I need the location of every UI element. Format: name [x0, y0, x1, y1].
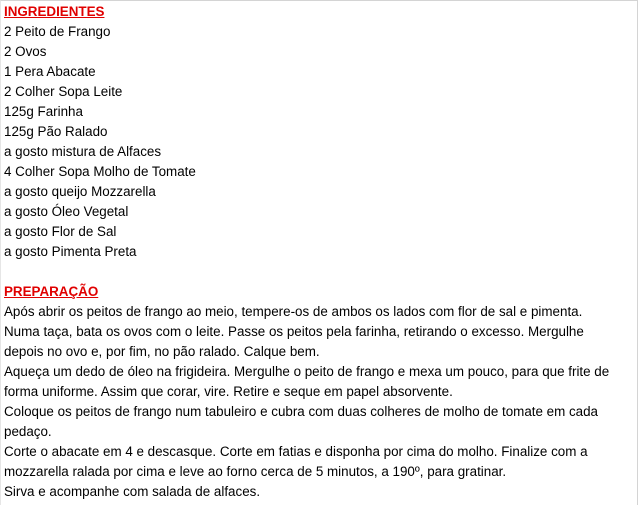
preparation-line: pedaço. — [4, 424, 52, 439]
preparation-line: Coloque os peitos de frango num tabuleiro e cubra com duas colheres de molho de tomate em cada — [4, 404, 599, 419]
ingredient-item: a gosto queijo Mozzarella — [4, 184, 156, 199]
ingredient-item: a gosto mistura de Alfaces — [4, 144, 162, 159]
ingredient-item: 125g Pão Ralado — [4, 124, 108, 139]
preparation-line: Aqueça um dedo de óleo na frigideira. Mergulhe o peito de frango e mexa um pouco, para que frite de — [4, 364, 610, 379]
preparation-text — [4, 302, 636, 502]
preparation-line: depois no ovo e, por fim, no pão ralado. Calque bem. — [4, 344, 320, 359]
preparation-heading: PREPARAÇÃO — [4, 284, 99, 299]
preparation-line: mozzarella ralada por cima e leve ao forno cerca de 5 minutos, a 190º, para gratinar. — [4, 464, 507, 479]
ingredient-item: 125g Farinha — [4, 104, 83, 119]
preparation-line: Após abrir os peitos de frango ao meio, tempere-os de ambos os lados com flor de sal e pimenta. — [4, 304, 583, 319]
ingredients-heading: INGREDIENTES — [4, 4, 105, 19]
preparation-line: Corte o abacate em 4 e descasque. Corte em fatias e disponha por cima do molho. Finalize com a — [4, 444, 588, 459]
ingredient-item: 2 Ovos — [4, 44, 47, 59]
ingredient-item: 2 Colher Sopa Leite — [4, 84, 123, 99]
ingredient-item: a gosto Pimenta Preta — [4, 244, 137, 259]
recipe-content — [4, 2, 636, 502]
preparation-line: Numa taça, bata os ovos com o leite. Passe os peitos pela farinha, retirando o excesso. Mergulhe — [4, 324, 584, 339]
ingredient-item: a gosto Flor de Sal — [4, 224, 117, 239]
section-spacer — [4, 262, 636, 282]
preparation-line: forma uniforme. Assim que corar, vire. Retire e seque em papel absorvente. — [4, 384, 453, 399]
ingredient-item: a gosto Óleo Vegetal — [4, 204, 129, 219]
ingredient-item: 4 Colher Sopa Molho de Tomate — [4, 164, 196, 179]
ingredient-item: 2 Peito de Frango — [4, 24, 111, 39]
preparation-line: Sirva e acompanhe com salada de alfaces. — [4, 484, 261, 499]
ingredient-item: 1 Pera Abacate — [4, 64, 96, 79]
ingredients-list — [4, 22, 636, 262]
